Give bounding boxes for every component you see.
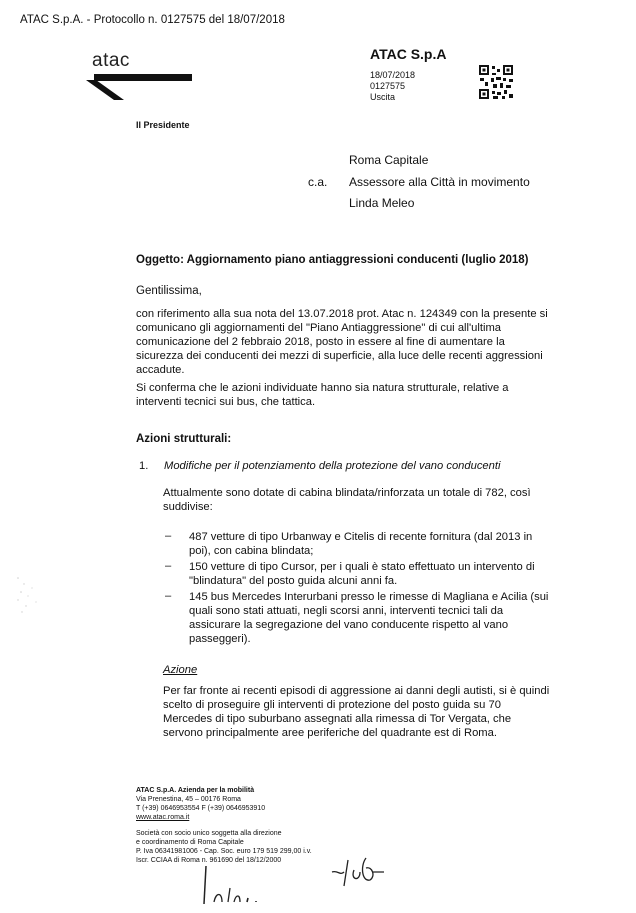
recipient-line-2: Assessore alla Città in movimento <box>349 175 530 189</box>
bullet-item <box>189 590 549 646</box>
paragraph-intro <box>136 307 548 377</box>
company-name: ATAC S.p.A <box>370 46 447 62</box>
recipient-ca-label: c.a. <box>308 175 328 189</box>
atac-logo-icon <box>86 66 196 102</box>
protocol-date: 18/07/2018 <box>370 70 416 80</box>
footer-phone: T (+39) 0646953554 F (+39) 0646953910 <box>136 805 266 812</box>
qr-code-icon <box>478 64 514 100</box>
paragraph-line: "blindatura" del posto guida alcuni anni fa. <box>189 575 398 587</box>
paragraph-line: suddivise: <box>163 501 213 513</box>
paragraph-line: poi), con cabina blindata; <box>189 545 314 557</box>
footer-legal-3: P. Iva 06341981006 - Cap. Soc. euro 179 519 299,00 i.v. <box>136 848 312 855</box>
footer-legal-4: Iscr. CCIAA di Roma n. 961690 del 18/12/2000 <box>136 857 282 864</box>
paragraph-line: interventi tecnici sui bus, che tattica. <box>136 396 316 408</box>
greeting: Gentilissima, <box>136 285 202 297</box>
action-text <box>163 684 550 740</box>
bullet-item <box>189 560 535 588</box>
atac-logo-text: atac <box>92 50 130 71</box>
item-title: Modifiche per il potenziamento della protezione del vano conducenti <box>164 460 501 472</box>
paragraph-confirm <box>136 381 509 409</box>
paragraph-line: passeggeri). <box>189 633 251 645</box>
bullet-item <box>189 530 533 558</box>
bullet-dash: – <box>165 590 172 602</box>
protocol-direction: Uscita <box>370 92 396 102</box>
section-title: Azioni strutturali: <box>136 433 232 445</box>
paragraph-line: comunicazione del 2 febbraio 2018, posto in essere al fine di aumentare la <box>136 336 505 348</box>
handwritten-signature-icon <box>330 852 390 892</box>
paragraph-line: Si conferma che le azioni individuate hanno sia natura strutturale, relative a <box>136 382 509 394</box>
footer-company: ATAC S.p.A. Azienda per la mobilità <box>136 787 255 794</box>
paragraph-line: 145 bus Mercedes Interurbani presso le rimesse di Magliana e Acilia (sui <box>189 591 549 603</box>
scan-noise-icon <box>12 570 52 620</box>
bullet-dash: – <box>165 560 172 572</box>
recipient-line-1: Roma Capitale <box>349 153 429 167</box>
paragraph-line: sicurezza dei conducenti dei mezzi di superficie, alla luce delle recenti aggressioni <box>136 350 543 362</box>
footer-legal-2: e coordinamento di Roma Capitale <box>136 839 244 846</box>
paragraph-line: assicurare la segregazione del vano conducente rispetto al vano <box>189 619 509 631</box>
paragraph-line: Per far fronte ai recenti episodi di aggressione ai danni degli autisti, si è quindi <box>163 685 550 697</box>
action-label: Azione <box>163 664 198 676</box>
paragraph-line: Attualmente sono dotate di cabina blindata/rinforzata un totale di 782, così <box>163 487 531 499</box>
paragraph-line: servono principalmente aree periferiche del quadrante est di Roma. <box>163 727 497 739</box>
paragraph-line: comunicano gli aggiornamenti del "Piano Antiaggressione" di cui all'ultima <box>136 322 501 334</box>
sender-role: Il Presidente <box>136 120 190 130</box>
paragraph-line: accadute. <box>136 364 185 376</box>
subject-line: Oggetto: Aggiornamento piano antiaggressioni conducenti (luglio 2018) <box>136 254 529 266</box>
paragraph-line: con riferimento alla sua nota del 13.07.2018 prot. Atac n. 124349 con la presente si <box>136 308 548 320</box>
handwritten-initials-icon <box>200 858 270 908</box>
paragraph-line: quali sono stati attuati, negli scorsi anni, interventi tecnici tali da <box>189 605 504 617</box>
footer-web-link[interactable]: www.atac.roma.it <box>136 814 190 821</box>
item-intro <box>163 486 531 514</box>
paragraph-line: 150 vetture di tipo Cursor, per i quali è stato effettuato un intervento di <box>189 561 535 573</box>
protocol-number: 0127575 <box>370 81 406 91</box>
footer-legal-1: Società con socio unico soggetta alla direzione <box>136 830 282 837</box>
paragraph-line: 487 vetture di tipo Urbanway e Citelis di recente fornitura (dal 2013 in <box>189 531 533 543</box>
footer-address: Via Prenestina, 45 – 00176 Roma <box>136 796 241 803</box>
paragraph-line: Mercedes di tipo suburbano assegnati alla rimessa di Tor Vergata, che <box>163 713 512 725</box>
bullet-dash: – <box>165 530 172 542</box>
recipient-line-3: Linda Meleo <box>349 196 415 210</box>
protocol-line: ATAC S.p.A. - Protocollo n. 0127575 del 18/07/2018 <box>20 14 285 26</box>
paragraph-line: scelto di proseguire gli interventi di protezione del posto guida su 70 <box>163 699 501 711</box>
item-number: 1. <box>139 460 149 472</box>
